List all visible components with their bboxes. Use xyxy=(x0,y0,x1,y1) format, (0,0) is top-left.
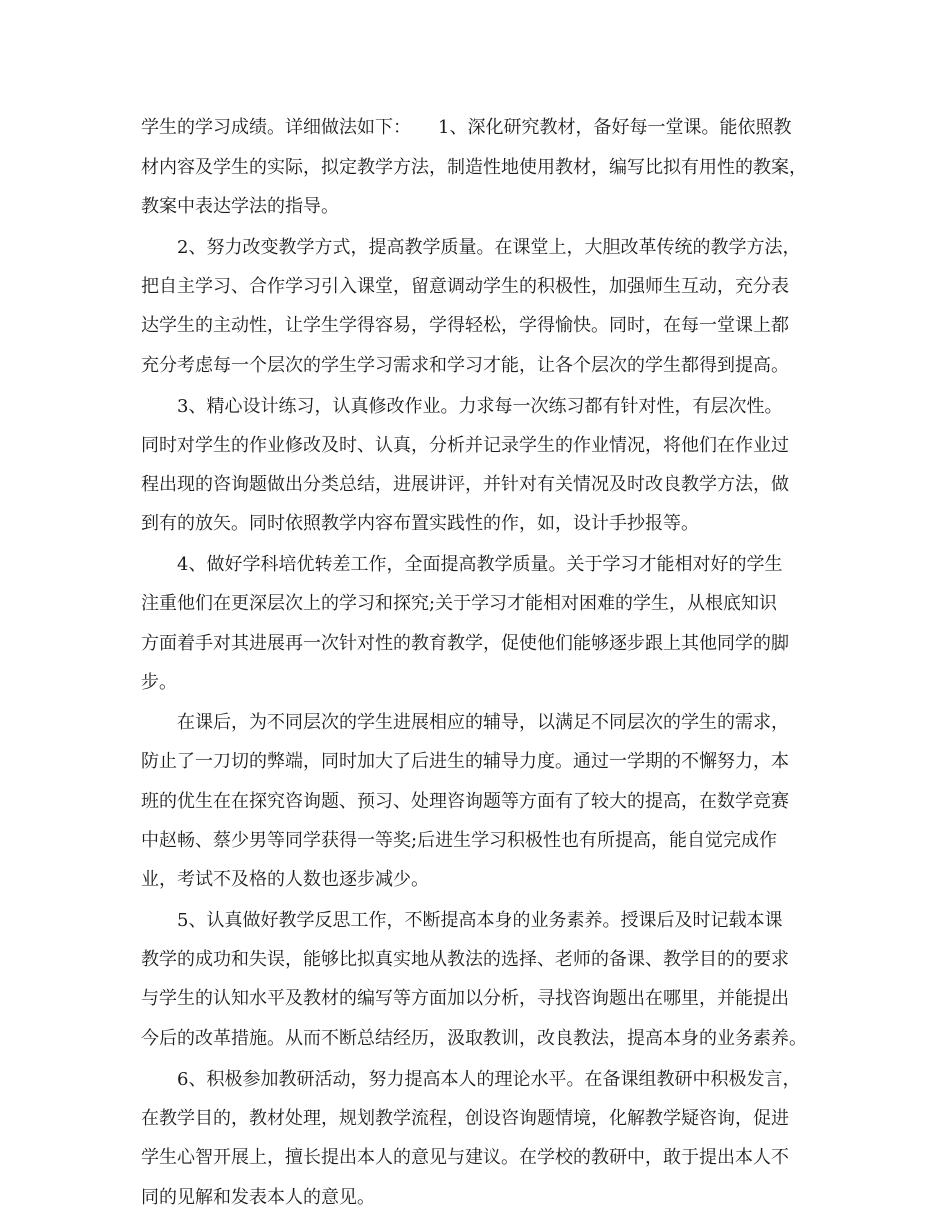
text-line: 充分考虑每一个层次的学生学习需求和学习才能，让各个层次的学生都得到提高。 xyxy=(141,355,789,376)
text-line: 步。 xyxy=(141,672,177,693)
text-line: 教案中表达学法的指导。 xyxy=(141,196,339,217)
text-line: 材内容及学生的实际，拟定教学方法，制造性地使用教材，编写比拟有用性的教案， xyxy=(141,157,807,178)
text-line: 2、努力改变教学方式，提高教学质量。在课堂上，大胆改革传统的教学方法， xyxy=(141,237,801,258)
text-line: 防止了一刀切的弊端，同时加大了后进生的辅导力度。通过一学期的不懈努力，本 xyxy=(141,751,789,772)
text-line: 中赵畅、蔡少男等同学获得一等奖;后进生学习积极性也有所提高，能自觉完成作 xyxy=(141,830,778,851)
text-line: 学生心智开展上，擅长提出本人的意见与建议。在学校的教研中，敢于提出本人不 xyxy=(141,1147,789,1168)
text-line: 在课后，为不同层次的学生进展相应的辅导，以满足不同层次的学生的需求， xyxy=(141,712,789,733)
text-line: 4、做好学科培优转差工作，全面提高教学质量。关于学习才能相对好的学生 xyxy=(141,554,783,575)
text-line: 学生的学习成绩。详细做法如下： 1、深化研究教材，备好每一堂课。能依照教 xyxy=(141,117,792,138)
text-line: 6、积极参加教研活动，努力提高本人的理论水平。在备课组教研中积极发言， xyxy=(141,1069,801,1090)
text-line: 同的见解和发表本人的意见。 xyxy=(141,1187,375,1208)
text-line: 教学的成功和失误，能够比拟真实地从教法的选择、老师的备课、教学目的的要求 xyxy=(141,949,789,970)
text-line: 与学生的认知水平及教材的编写等方面加以分析，寻找咨询题出在哪里，并能提出 xyxy=(141,988,789,1009)
text-line: 程出现的咨询题做出分类总结，进展讲评，并针对有关情况及时改良教学方法，做 xyxy=(141,474,789,495)
text-line: 在教学目的，教材处理，规划教学流程，创设咨询题情境，化解教学疑咨询，促进 xyxy=(141,1108,789,1129)
text-line: 业，考试不及格的人数也逐步减少。 xyxy=(141,869,429,890)
text-line: 方面着手对其进展再一次针对性的教育教学，促使他们能够逐步跟上其他同学的脚 xyxy=(141,633,789,654)
text-line: 达学生的主动性，让学生学得容易，学得轻松，学得愉快。同时，在每一堂课上都 xyxy=(141,315,789,336)
text-line: 今后的改革措施。从而不断总结经历，汲取教训，改良教法，提高本身的业务素养。 xyxy=(141,1028,807,1049)
text-line: 3、精心设计练习，认真修改作业。力求每一次练习都有针对性，有层次性。 xyxy=(141,396,783,417)
text-line: 5、认真做好教学反思工作，不断提高本身的业务素养。授课后及时记载本课 xyxy=(141,910,783,931)
text-line: 注重他们在更深层次上的学习和探究;关于学习才能相对困难的学生，从根底知识 xyxy=(141,593,778,614)
text-line: 班的优生在在探究咨询题、预习、处理咨询题等方面有了较大的提高，在数学竞赛 xyxy=(141,791,789,812)
text-line: 把自主学习、合作学习引入课堂，留意调动学生的积极性，加强师生互动，充分表 xyxy=(141,276,789,297)
text-line: 同时对学生的作业修改及时、认真，分析并记录学生的作业情况，将他们在作业过 xyxy=(141,435,789,456)
text-line: 到有的放矢。同时依照教学内容布置实践性的作，如，设计手抄报等。 xyxy=(141,513,699,534)
